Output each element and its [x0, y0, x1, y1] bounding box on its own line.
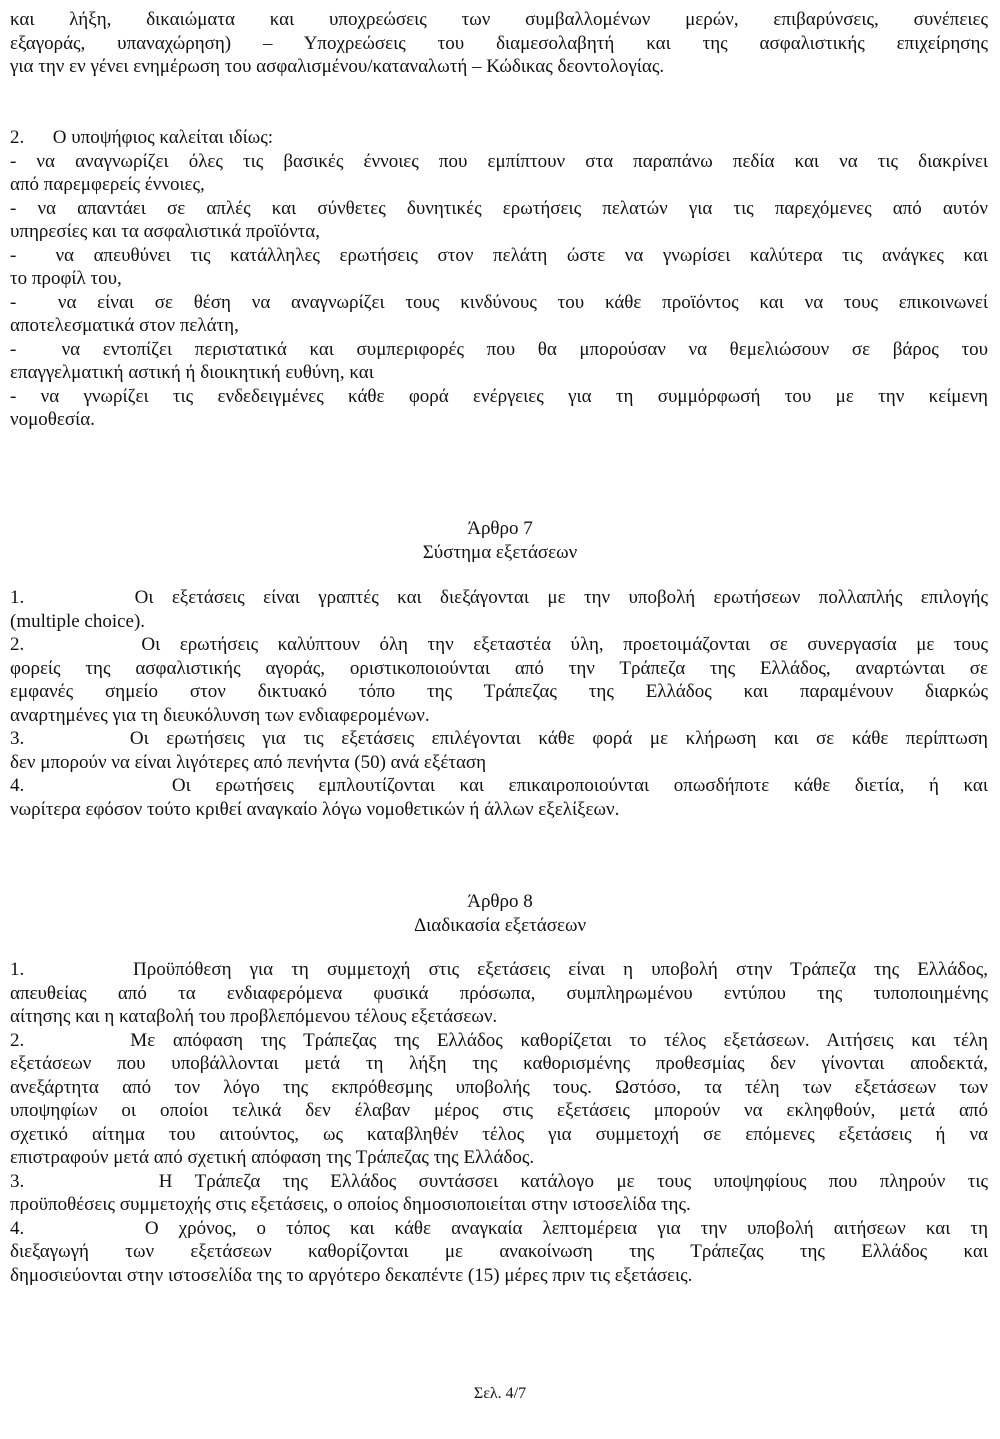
- list-item-line: - να εντοπίζει περιστατικά και συμπεριφορές που θα μπορούσαν να θεμελιώσουν σε βάρος του: [10, 338, 988, 360]
- list-item-line: επαγγελματική αστική ή διοικητική ευθύνη, και: [10, 362, 374, 383]
- text-line: (multiple choice).: [10, 610, 146, 632]
- text-line: διεξαγωγή των εξετάσεων καθορίζονται με ανακοίνωση της Τράπεζας της Ελλάδος και: [10, 1241, 988, 1262]
- intro-paragraph: [10, 8, 988, 79]
- article-8-heading: [0, 890, 1000, 937]
- text-line: 2. Με απόφαση της Τράπεζας της Ελλάδος καθορίζεται το τέλος εξετάσεων. Αιτήσεις και τέλη: [10, 1029, 988, 1051]
- list-item-line: από παρεμφερείς έννοιες,: [10, 174, 205, 195]
- text-line: 2. Οι ερωτήσεις καλύπτουν όλη την εξεταστέα ύλη, προετοιμάζονται σε συνεργασία με τους: [10, 634, 988, 655]
- article-number: Άρθρο 8: [467, 891, 533, 912]
- list-item-line: - να γνωρίζει τις ενδεδειγμένες κάθε φορά ενέργειες για τη συμμόρφωσή του με την κείμενη: [10, 385, 988, 407]
- list-item-line: υπηρεσίες και τα ασφαλιστικά προϊόντα,: [10, 221, 320, 242]
- list-item-line: αποτελεσματικά στον πελάτη,: [10, 315, 239, 336]
- text-line: 3. Η Τράπεζα της Ελλάδος συντάσσει κατάλογο με τους υποψηφίους που πληρούν τις: [10, 1170, 988, 1192]
- text-line: εξαγοράς, υπαναχώρηση) – Υποχρεώσεις του διαμεσολαβητή και της ασφαλιστικής επιχείρησης: [10, 32, 988, 54]
- point-heading: 2. Ο υποψήφιος καλείται ιδίως:: [10, 127, 274, 148]
- text-line: προϋποθέσεις συμμετοχής στις εξετάσεις, ο οποίος δημοσιοποιείται στην ιστοσελίδα της.: [10, 1194, 691, 1215]
- text-line: 4. Οι ερωτήσεις εμπλουτίζονται και επικαιροποιούνται οπωσδήποτε κάθε διετία, ή και: [10, 775, 988, 796]
- text-line: νωρίτερα εφόσον τούτο κριθεί αναγκαίο λόγω νομοθετικών ή άλλων εξελίξεων.: [10, 798, 620, 820]
- text-line: ανεξάρτητα από τον λόγο της εκπρόθεσμης υποβολής τους. Ωστόσο, τα τέλη των εξετάσεων των: [10, 1076, 988, 1098]
- list-item-line: νομοθεσία.: [10, 409, 95, 430]
- article-7-body: [10, 586, 988, 821]
- page-number: Σελ. 4/7: [473, 1385, 527, 1402]
- text-line: επιστραφούν μετά από σχετική απόφαση της Τράπεζας της Ελλάδος.: [10, 1147, 535, 1168]
- text-line: 4. Ο χρόνος, ο τόπος και κάθε αναγκαία λεπτομέρεια για την υποβολή αιτήσεων και τη: [10, 1217, 988, 1239]
- text-line: 3. Οι ερωτήσεις για τις εξετάσεις επιλέγονται κάθε φορά με κλήρωση και σε κάθε περίπτωση: [10, 728, 988, 749]
- list-item-line: - να αναγνωρίζει όλες τις βασικές έννοιες που εμπίπτουν στα παραπάνω πεδία και να τις διακρίνει: [10, 150, 988, 172]
- text-line: 1. Προϋπόθεση για τη συμμετοχή στις εξετάσεις είναι η υποβολή στην Τράπεζα της Ελλάδος,: [10, 959, 988, 980]
- candidate-requirements: [10, 126, 988, 432]
- list-item-line: - να απαντάει σε απλές και σύνθετες δυνητικές ερωτήσεις πελατών για τις παρεχόμενες από αυτόν: [10, 197, 988, 219]
- text-line: απευθείας από τα ενδιαφερόμενα φυσικά πρόσωπα, συμπληρωμένου εντύπου της τυποποιημένης: [10, 982, 988, 1004]
- article-8-body: [10, 958, 988, 1287]
- text-line: αίτησης και η καταβολή του προβλεπόμενου τέλους εξετάσεων.: [10, 1006, 498, 1027]
- text-line: εμφανές σημείο στον δικτυακό τόπο της Τράπεζας της Ελλάδος και παραμένουν διαρκώς: [10, 681, 988, 702]
- article-title: Διαδικασία εξετάσεων: [413, 914, 587, 936]
- article-7-heading: [0, 517, 1000, 564]
- text-line: σχετικό αίτημα του αιτούντος, ως καταβληθέν τέλος για συμμετοχή σε επόμενες εξετάσεις ή να: [10, 1123, 988, 1145]
- list-item-line: - να απευθύνει τις κατάλληλες ερωτήσεις στον πελάτη ώστε να γνωρίσει καλύτερα τις ανάγκες και: [10, 244, 988, 266]
- list-item-line: το προφίλ του,: [10, 268, 122, 289]
- article-title: Σύστημα εξετάσεων: [422, 541, 578, 563]
- text-line: αναρτημένες για τη διευκόλυνση των ενδιαφερομένων.: [10, 704, 430, 726]
- text-line: δεν μπορούν να είναι λιγότερες από πενήντα (50) ανά εξέταση: [10, 751, 487, 773]
- text-line: 1. Οι εξετάσεις είναι γραπτές και διεξάγονται με την υποβολή ερωτήσεων πολλαπλής επιλογής: [10, 587, 988, 608]
- list-item-line: - να είναι σε θέση να αναγνωρίζει τους κινδύνους του κάθε προϊόντος και να τους επικοινωνεί: [10, 291, 988, 313]
- text-line: εξετάσεων που υποβάλλονται μετά τη λήξη της καθορισμένης προθεσμίας δεν γίνονται αποδεκτά,: [10, 1053, 988, 1074]
- text-line: δημοσιεύονται στην ιστοσελίδα της το αργότερο δεκαπέντε (15) μέρες πριν τις εξετάσεις.: [10, 1264, 693, 1286]
- article-number: Άρθρο 7: [467, 518, 533, 539]
- text-line: υποψηφίων οι οποίοι τελικά δεν έλαβαν μέρος στις εξετάσεις μπορούν να εκληφθούν, μετά από: [10, 1100, 988, 1121]
- text-line: φορείς της ασφαλιστικής αγοράς, οριστικοποιούνται από την Τράπεζα της Ελλάδος, αναρτώνται σε: [10, 657, 988, 679]
- text-line: και λήξη, δικαιώματα και υποχρεώσεις των συμβαλλομένων μερών, επιβαρύνσεις, συνέπειες: [10, 9, 988, 30]
- text-line: για την εν γένει ενημέρωση του ασφαλισμένου/καταναλωτή – Κώδικας δεοντολογίας.: [10, 56, 665, 77]
